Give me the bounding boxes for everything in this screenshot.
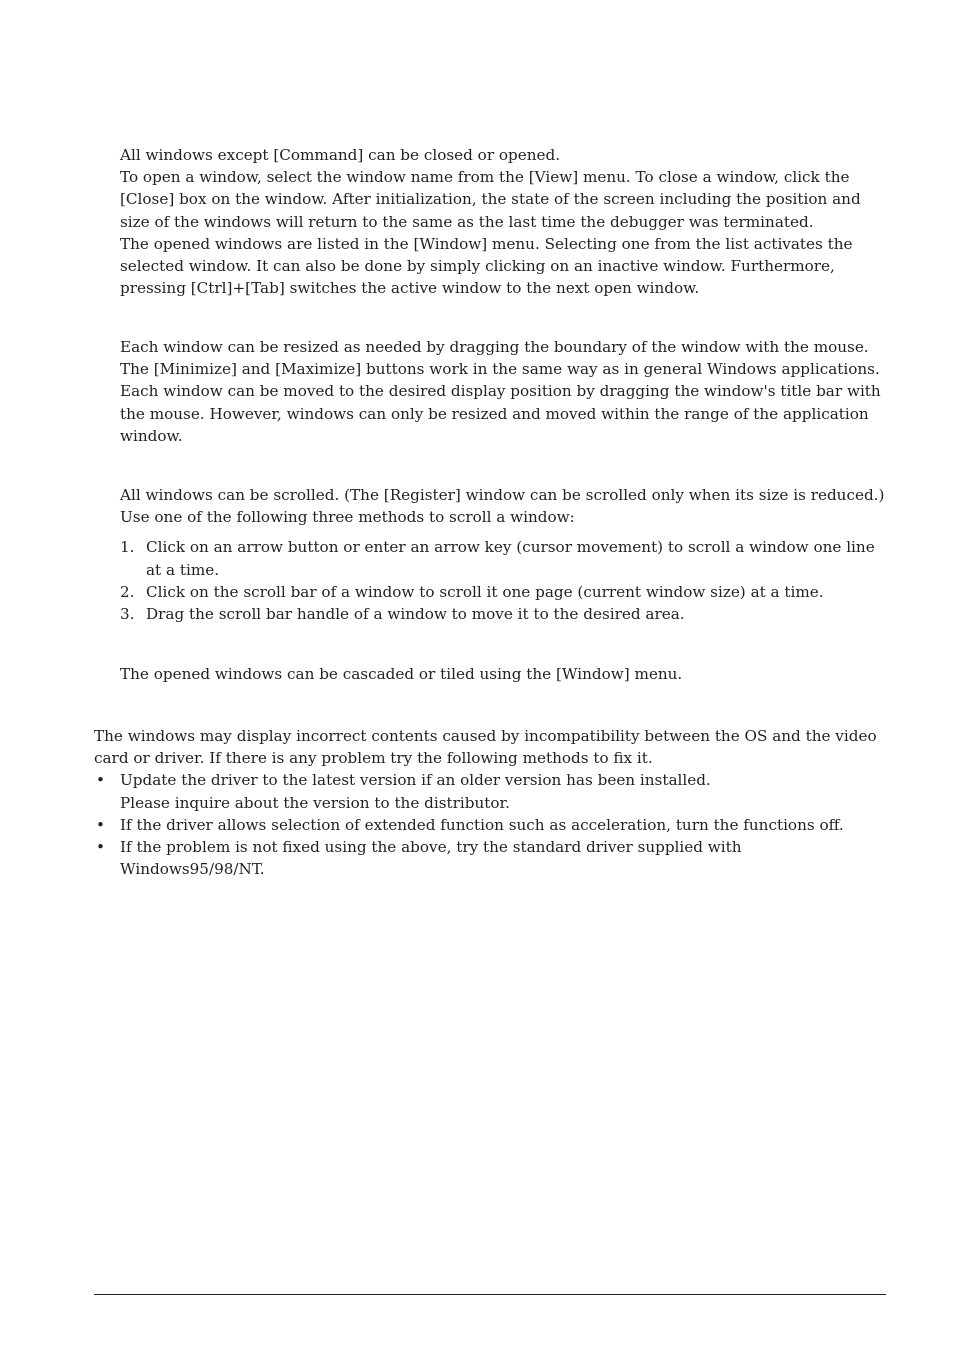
list-item-text: Drag the scroll bar handle of a window to move it to the desired area. bbox=[146, 605, 685, 624]
resize-section bbox=[120, 336, 886, 447]
list-item bbox=[120, 536, 886, 580]
paragraph: All windows can be scrolled. (The [Register] window can be scrolled only when its size is reduced.) bbox=[120, 486, 885, 504]
paragraph: All windows except [Command] can be closed or opened. bbox=[120, 146, 561, 164]
list-item-text: Update the driver to the latest version if an older version has been installed. bbox=[120, 771, 711, 790]
list-number: 3. bbox=[120, 605, 135, 624]
list-item-text: If the problem is not fixed using the above, try the standard driver supplied with Windows95/98/NT. bbox=[120, 838, 742, 879]
fix-methods-list bbox=[94, 769, 886, 880]
bullet: • bbox=[96, 838, 105, 857]
list-item-text: Click on an arrow button or enter an arrow key (cursor movement) to scroll a window one line at a time. bbox=[146, 538, 875, 579]
list-item bbox=[120, 581, 886, 603]
list-item bbox=[94, 814, 886, 836]
bullet: • bbox=[96, 815, 105, 834]
paragraph: Use one of the following three methods to scroll a window: bbox=[120, 508, 575, 527]
open-close-section bbox=[120, 144, 886, 299]
footer-divider bbox=[94, 1294, 886, 1295]
list-item bbox=[120, 603, 886, 625]
paragraph: Each window can be resized as needed by dragging the boundary of the window with the mouse. The [Minimize] and [Maximize] buttons work in the same way as in general Windows applications. Each window can be moved to the desired display position by dragging the window's title bar with the mouse. However, windows can only be resized and moved within the range of the application window. bbox=[120, 338, 881, 445]
paragraph: The opened windows are listed in the [Window] menu. Selecting one from the list activates the selected window. It can also be done by simply clicking on an inactive window. Furthermore, pressing [Ctrl]+[Tab] switches the active window to the next open window. bbox=[120, 234, 853, 298]
paragraph: The windows may display incorrect contents caused by incompatibility between the OS and the video card or driver. If there is any problem try the following methods to fix it. bbox=[94, 727, 877, 768]
list-item bbox=[94, 769, 886, 813]
list-item bbox=[94, 836, 886, 880]
paragraph: To open a window, select the window name from the [View] menu. To close a window, click the [Close] box on the window. After initialization, the state of the screen including the position and size of the windows will return to the same as the last time the debugger was terminated. bbox=[120, 168, 861, 231]
list-number: 2. bbox=[120, 582, 135, 601]
scroll-methods-list bbox=[120, 536, 886, 625]
arrange-section bbox=[120, 663, 886, 685]
list-item-text: If the driver allows selection of extended function such as acceleration, turn the functions off. bbox=[120, 815, 844, 834]
scroll-section bbox=[120, 484, 886, 625]
list-item-subtext: Please inquire about the version to the distributor. bbox=[120, 793, 510, 812]
bullet: • bbox=[96, 771, 105, 790]
display-problem-section bbox=[94, 725, 886, 880]
list-item-text: Click on the scroll bar of a window to scroll it one page (current window size) at a time. bbox=[146, 582, 824, 601]
list-number: 1. bbox=[120, 538, 135, 557]
paragraph: The opened windows can be cascaded or tiled using the [Window] menu. bbox=[120, 665, 683, 683]
